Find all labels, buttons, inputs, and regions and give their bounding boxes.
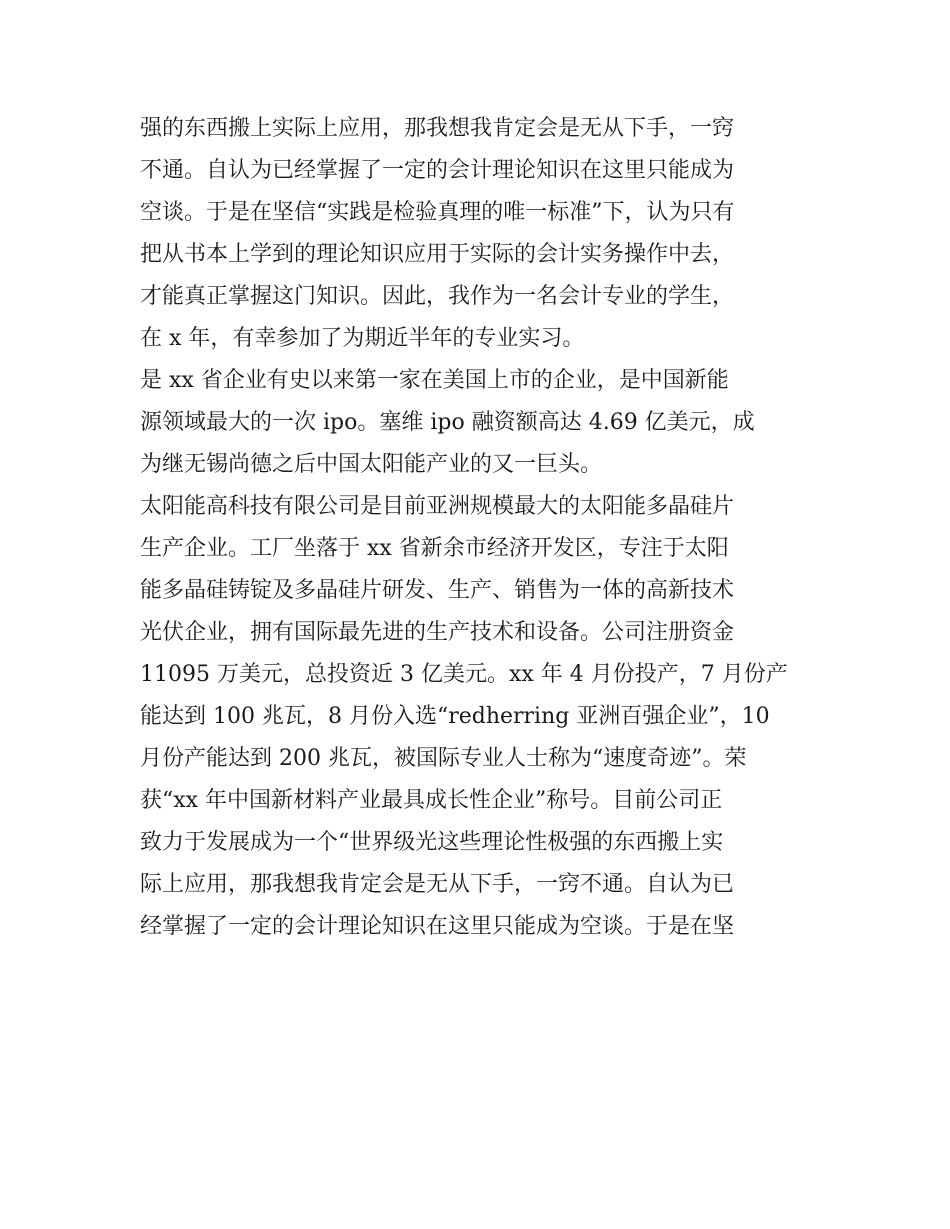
text-line: 光伏企业，拥有国际最先进的生产技术和设备。公司注册资金 <box>140 620 735 645</box>
text-line: 为继无锡尚德之后中国太阳能产业的又一巨头。 <box>140 452 603 477</box>
text-line: 源领域最大的一次 ipo。塞维 ipo 融资额高达 4.69 亿美元，成 <box>140 410 755 435</box>
text-line: 际上应用，那我想我肯定会是无从下手，一窍不通。自认为已 <box>140 872 735 897</box>
text-line: 11095 万美元，总投资近 3 亿美元。xx 年 4 月份投产，7 月份产 <box>140 662 788 687</box>
document-body <box>140 108 820 948</box>
text-line: 月份产能达到 200 兆瓦，被国际专业人士称为“速度奇迹”。荣 <box>140 746 747 771</box>
text-line: 能多晶硅铸锭及多晶硅片研发、生产、销售为一体的高新技术 <box>140 578 735 603</box>
text-line: 不通。自认为已经掌握了一定的会计理论知识在这里只能成为 <box>140 158 735 183</box>
text-line: 生产企业。工厂坐落于 xx 省新余市经济开发区，专注于太阳 <box>140 536 729 561</box>
text-line: 致力于发展成为一个“世界级光这些理论性极强的东西搬上实 <box>140 830 724 855</box>
text-line: 太阳能高科技有限公司是目前亚洲规模最大的太阳能多晶硅片 <box>140 494 735 519</box>
text-line: 把从书本上学到的理论知识应用于实际的会计实务操作中去， <box>140 242 735 267</box>
text-line: 空谈。于是在坚信“实践是检验真理的唯一标准”下，认为只有 <box>140 200 735 225</box>
text-line: 才能真正掌握这门知识。因此，我作为一名会计专业的学生， <box>140 284 735 309</box>
text-line: 经掌握了一定的会计理论知识在这里只能成为空谈。于是在坚 <box>140 914 735 939</box>
text-line: 是 xx 省企业有史以来第一家在美国上市的企业，是中国新能 <box>140 368 729 393</box>
text-line: 能达到 100 兆瓦，8 月份入选“redherring 亚洲百强企业”，10 <box>140 704 770 729</box>
text-line: 强的东西搬上实际上应用，那我想我肯定会是无从下手，一窍 <box>140 116 735 141</box>
text-line: 在 x 年，有幸参加了为期近半年的专业实习。 <box>140 326 585 351</box>
text-line: 获“xx 年中国新材料产业最具成长性企业”称号。目前公司正 <box>140 788 723 813</box>
